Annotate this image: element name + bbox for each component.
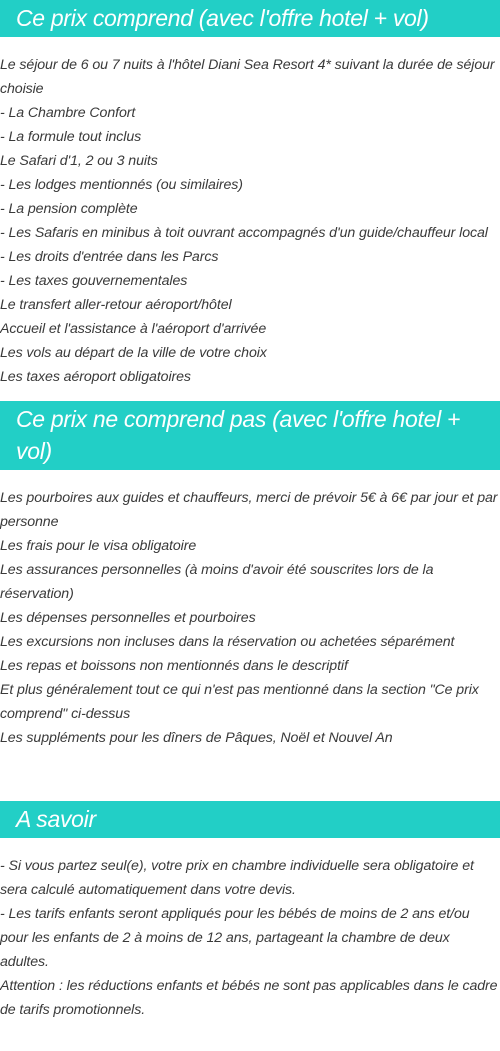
list-item: Les excursions non incluses dans la réservation ou achetées séparément [0,634,455,650]
section-body [0,470,500,750]
section-title: Ce prix comprend (avec l'offre hotel + vol) [0,0,500,37]
list-item: Les dépenses personnelles et pourboires [0,610,256,626]
section-body [0,37,500,389]
section-title: A savoir [0,801,500,838]
list-item: - Si vous partez seul(e), votre prix en chambre individuelle sera obligatoire et sera calculé automatiquement dans votre devis. [0,858,474,898]
list-item: - La Chambre Confort [0,105,136,121]
list-item: - Les Safaris en minibus à toit ouvrant accompagnés d'un guide/chauffeur local [0,225,488,241]
list-item: Les repas et boissons non mentionnés dans le descriptif [0,658,348,674]
section-included [0,0,500,401]
list-item: Les assurances personnelles (à moins d'avoir été souscrites lors de la réservation) [0,562,434,602]
list-item: Le transfert aller-retour aéroport/hôtel [0,297,232,313]
list-item: Attention : les réductions enfants et bébés ne sont pas applicables dans le cadre de tarifs promotionnels. [0,978,498,1018]
list-item: Le Safari d'1, 2 ou 3 nuits [0,153,158,169]
list-item: - La formule tout inclus [0,129,142,145]
section-title: Ce prix ne comprend pas (avec l'offre hotel + vol) [0,401,500,470]
list-item: Et plus généralement tout ce qui n'est pas mentionné dans la section "Ce prix comprend" ci-dessus [0,682,479,722]
section-body [0,838,500,1022]
list-item: - Les lodges mentionnés (ou similaires) [0,177,243,193]
list-item: - Les droits d'entrée dans les Parcs [0,249,219,265]
list-item: - Les tarifs enfants seront appliqués pour les bébés de moins de 2 ans et/ou pour les enfants de 2 à moins de 12 ans, partageant la chambre de deux adultes. [0,906,470,970]
list-item: - La pension complète [0,201,138,217]
list-item: Les suppléments pour les dîners de Pâques, Noël et Nouvel An [0,730,393,746]
section-not-included [0,401,500,801]
list-item: Les pourboires aux guides et chauffeurs, merci de prévoir 5€ à 6€ par jour et par personne [0,490,498,530]
list-item: Accueil et l'assistance à l'aéroport d'arrivée [0,321,267,337]
list-item: Le séjour de 6 ou 7 nuits à l'hôtel Diani Sea Resort 4* suivant la durée de séjour choisie [0,57,495,97]
list-item: Les vols au départ de la ville de votre choix [0,345,267,361]
section-good-to-know [0,801,500,1022]
list-item: Les taxes aéroport obligatoires [0,369,191,385]
list-item: - Les taxes gouvernementales [0,273,188,289]
list-item: Les frais pour le visa obligatoire [0,538,197,554]
